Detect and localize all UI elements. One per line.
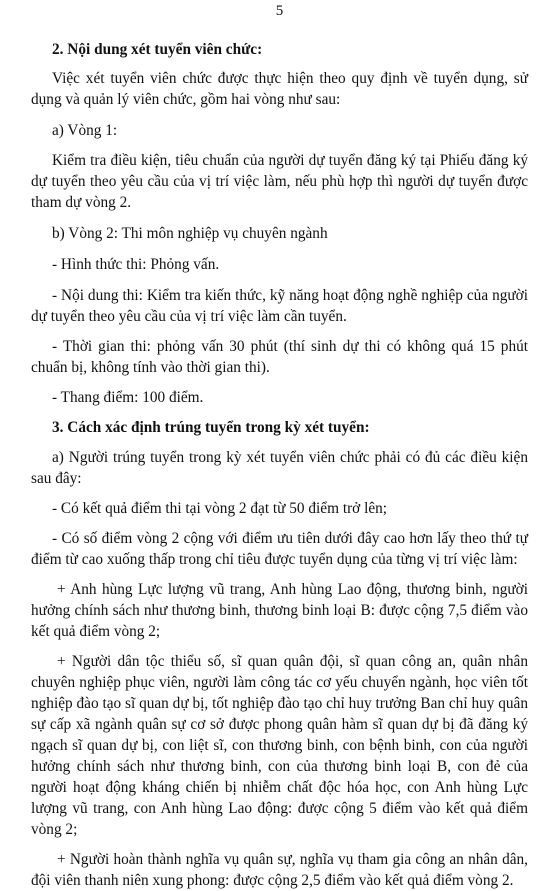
section-2-intro: Việc xét tuyển viên chức được thực hiện theo quy định về tuyển dụng, sử dụng và quản lý viên chức, gồm hai vòng như sau: xyxy=(31,70,528,108)
section-2-heading: 2. Nội dung xét tuyển viên chức: xyxy=(52,41,263,58)
bonus-item-1: + Anh hùng Lực lượng vũ trang, Anh hùng Lao động, thương binh, người hưởng chính sách như thương binh, thương binh loại B: được cộng 7,5 điểm vào kết quả điểm vòng 2; xyxy=(31,581,528,640)
round-2-title: b) Vòng 2: Thi môn nghiệp vụ chuyên ngành xyxy=(52,225,328,242)
exam-content: - Nội dung thi: Kiểm tra kiến thức, kỹ năng hoạt động nghề nghiệp của người dự tuyển theo yêu cầu của vị trí việc làm cần tuyển. xyxy=(31,287,528,325)
condition-2: - Có số điểm vòng 2 cộng với điểm ưu tiên dưới đây cao hơn lấy theo thứ tự điểm từ cao xuống thấp trong chỉ tiêu được tuyển dụng của từng vị trí việc làm: xyxy=(31,530,528,568)
exam-form: - Hình thức thi: Phỏng vấn. xyxy=(52,256,220,273)
bonus-item-2: + Người dân tộc thiểu số, sĩ quan quân đội, sĩ quan công an, quân nhân chuyên nghiệp phục viên, người làm công tác cơ yếu chuyển ngành, học viên tốt nghiệp đào tạo sĩ quan dự bị, tốt nghiệp đào tạo chỉ huy trưởng Ban chỉ huy quân sự cấp xã ngành quân sự cơ sở được phong quân hàm sĩ quan dự bị đã đăng ký ngạch sĩ quan dự bị, con liệt sĩ, con thương binh, con bệnh binh, con của người hưởng chính sách như thương binh, con của thương binh loại B, con đẻ của người hoạt động kháng chiến bị nhiễm chất độc hóa học, con Anh hùng Lực lượng vũ trang, con Anh hùng Lao động: được cộng 5 điểm vào kết quả điểm vòng 2; xyxy=(31,653,528,838)
exam-time: - Thời gian thi: phỏng vấn 30 phút (thí sinh dự thi có không quá 15 phút chuẩn bị, không tính vào thời gian thi). xyxy=(31,338,528,376)
condition-1: - Có kết quả điểm thi tại vòng 2 đạt từ 50 điểm trở lên; xyxy=(52,500,388,517)
page-number: 5 xyxy=(275,3,284,19)
bonus-item-3: + Người hoàn thành nghĩa vụ quân sự, nghĩa vụ tham gia công an nhân dân, đội viên thanh niên xung phong: được cộng 2,5 điểm vào kết quả điểm vòng 2. xyxy=(31,851,528,889)
section-3-intro: a) Người trúng tuyển trong kỳ xét tuyển viên chức phải có đủ các điều kiện sau đây: xyxy=(31,449,528,487)
round-1-body: Kiểm tra điều kiện, tiêu chuẩn của người dự tuyển đăng ký tại Phiếu đăng ký dự tuyển theo yêu cầu của vị trí việc làm, nếu phù hợp thì người dự tuyển được tham dự vòng 2. xyxy=(31,152,528,211)
exam-scale: - Thang điểm: 100 điểm. xyxy=(52,389,204,406)
section-3-heading: 3. Cách xác định trúng tuyển trong kỳ xét tuyển: xyxy=(52,419,370,436)
round-1-title: a) Vòng 1: xyxy=(52,122,118,139)
